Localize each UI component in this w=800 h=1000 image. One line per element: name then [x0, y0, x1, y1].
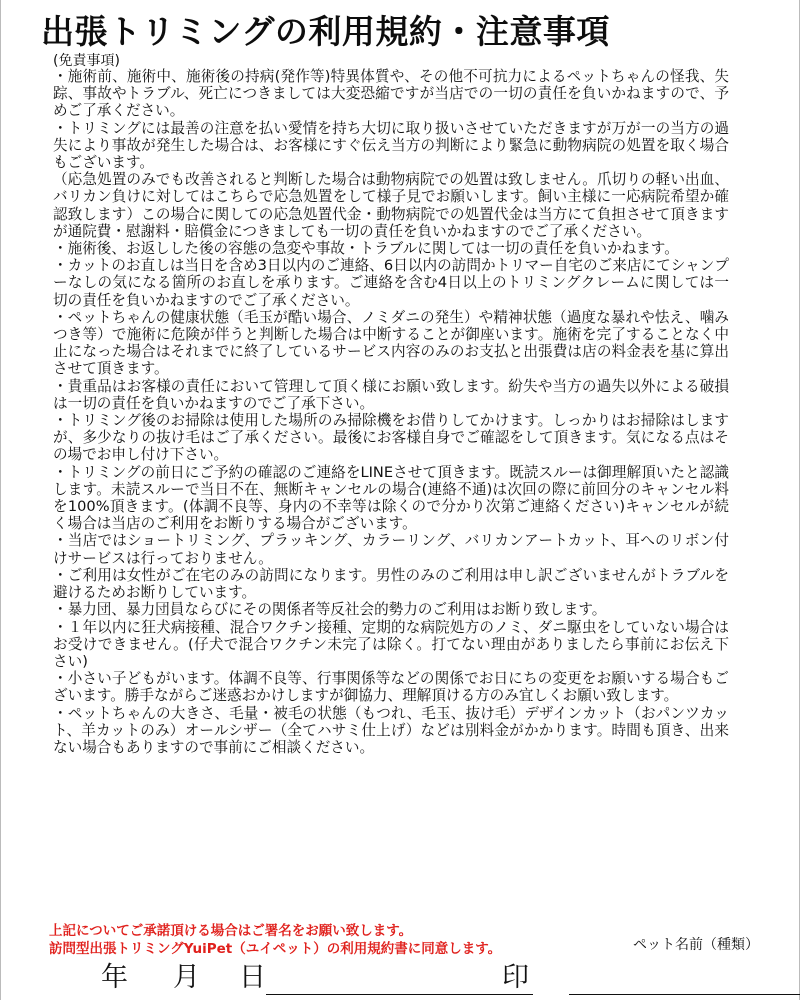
term-item: ・ペットちゃんの大きさ、毛量・被毛の状態（もつれ、毛玉、抜け毛）デザインカット（おパンツカット、羊カットのみ）オールシザー（全てハサミ仕上げ）などは別料金がかかります。時間も頂き、出来ない場合もありますので事前にご相談ください。 [53, 704, 729, 756]
term-item: ・施術前、施術中、施術後の持病(発作等)特異体質や、その他不可抗力によるペットちゃんの怪我、失踪、事故やトラブル、死亡につきましては大変恐縮ですが当店での一切の責任を負いかねますので、予めご了承ください。 [53, 68, 729, 120]
term-item: （応急処置のみでも改善されると判断した場合は動物病院での処置は致しません。爪切りの軽い出血、バリカン負けに対してはこちらで応急処置をして様子見でお願いします。飼い主様に一応病院希望か確認致します）この場合に関しての応急処置代金・動物病院での処置代金は当方にて負担させて頂きますが通院費・慰謝料・賠償金につきましても一切の責任を負いかねますのでご了承ください。 [53, 171, 729, 240]
disclaimer-heading: (免責事項) [53, 53, 120, 69]
terms-list [53, 68, 729, 756]
term-item: ・ご利用は女性がご在宅のみの訪問になります。男性のみのご利用は申し訳ございませんがトラブルを避けるためお断りしています。 [53, 566, 729, 602]
term-item: ・貴重品はお客様の責任において管理して頂く様にお願い致します。紛失や当方の過失以外による破損は一切の責任を負いかねますのでご了承下さい。 [53, 377, 729, 412]
term-item: ・当店ではショートリミング、プラッキング、カラーリング、バリカンアートカット、耳へのリボン付けサービスは行っておりません。 [53, 532, 729, 567]
term-item: ・トリミングには最善の注意を払い愛情を持ち大切に取り扱いさせていただきますが万が一の当方の過失により事故が発生した場合は、お客様にすぐ伝え当方の判断により緊急に動物病院の処置を取く場合もございます。 [53, 119, 729, 172]
consent-request-note: 上記についてご承諾頂ける場合はご署名をお願い致します。 [49, 923, 413, 939]
term-item: ・小さい子どもがいます。体調不良等、行事関係等などの関係でお日にちの変更をお願いする場合もございます。勝手ながらご迷惑おかけしますが御協力、理解頂ける方のみ宜しくお願い致します。 [53, 670, 729, 705]
pet-name-line[interactable] [569, 994, 800, 995]
signature-line[interactable] [266, 994, 533, 995]
date-year-label: 年 [101, 962, 128, 993]
term-item: ・暴力団、暴力団員ならびにその関係者等反社会的勢力のご利用はお断り致します。 [53, 601, 607, 619]
seal-label: 印 [502, 962, 529, 993]
term-item: ・カットのお直しは当日を含め3日以内のご連絡、6日以内の訪問かトリマー自宅のご来店にてシャンプーなしの気になる箇所のお直しを承ります。ご連絡を含む4日以上のトリミングクレームに関しては一切の責任を負いかねますのでご了承ください。 [53, 257, 729, 309]
term-item: ・施術後、お返しした後の容態の急変や事故・トラブルに関しては一切の責任を負いかねます。 [53, 240, 679, 258]
document-title: 出張トリミングの利用規約・注意事項 [41, 12, 610, 51]
term-item: ・トリミング後のお掃除は使用した場所のみ掃除機をお借りしてかけます。しっかりはお掃除はしますが、多少なりの抜け毛はご了承ください。最後にお客様自身でご確認をして頂きます。気になる点はその場でお申し付け下さい。 [53, 412, 729, 464]
consent-agreement-note: 訪問型出張トリミングYuiPet（ユイペット）の利用規約書に同意します。 [49, 941, 502, 957]
term-item: ・１年以内に狂犬病接種、混合ワクチン接種、定期的な病院処方のノミ、ダニ駆虫をしていない場合はお受けできません。(仔犬で混合ワクチン未完了は除く。打てない理由がありましたら事前にお伝え下さい) [53, 618, 729, 670]
date-month-label: 月 [173, 962, 200, 993]
term-item: ・ペットちゃんの健康状態（毛玉が酷い場合、ノミダニの発生）や精神状態（過度な暴れや怯え、噛みつき等）で施術に危険が伴うと判断した場合は中断することが御座います。施術を完了することなく中止になった場合はそれまでに終了しているサービス内容のみのお支払と出張費は店の料金表を基に算出させて頂きます。 [53, 308, 729, 378]
date-day-label: 日 [239, 962, 266, 993]
term-item: ・トリミングの前日にご予約の確認のご連絡をLINEさせて頂きます。既読スルーは御理解頂いたと認識します。未読スルーで当日不在、無断キャンセルの場合(連絡不通)は次回の際に前回分のキャンセル料を100%頂きます。(体調不良等、身内の不幸等は除くので分かり次第ご連絡ください)キャンセルが続く場合は当店のご利用をお断りする場合がございます。 [53, 463, 729, 533]
pet-name-label: ペット名前（種類） [633, 937, 759, 953]
